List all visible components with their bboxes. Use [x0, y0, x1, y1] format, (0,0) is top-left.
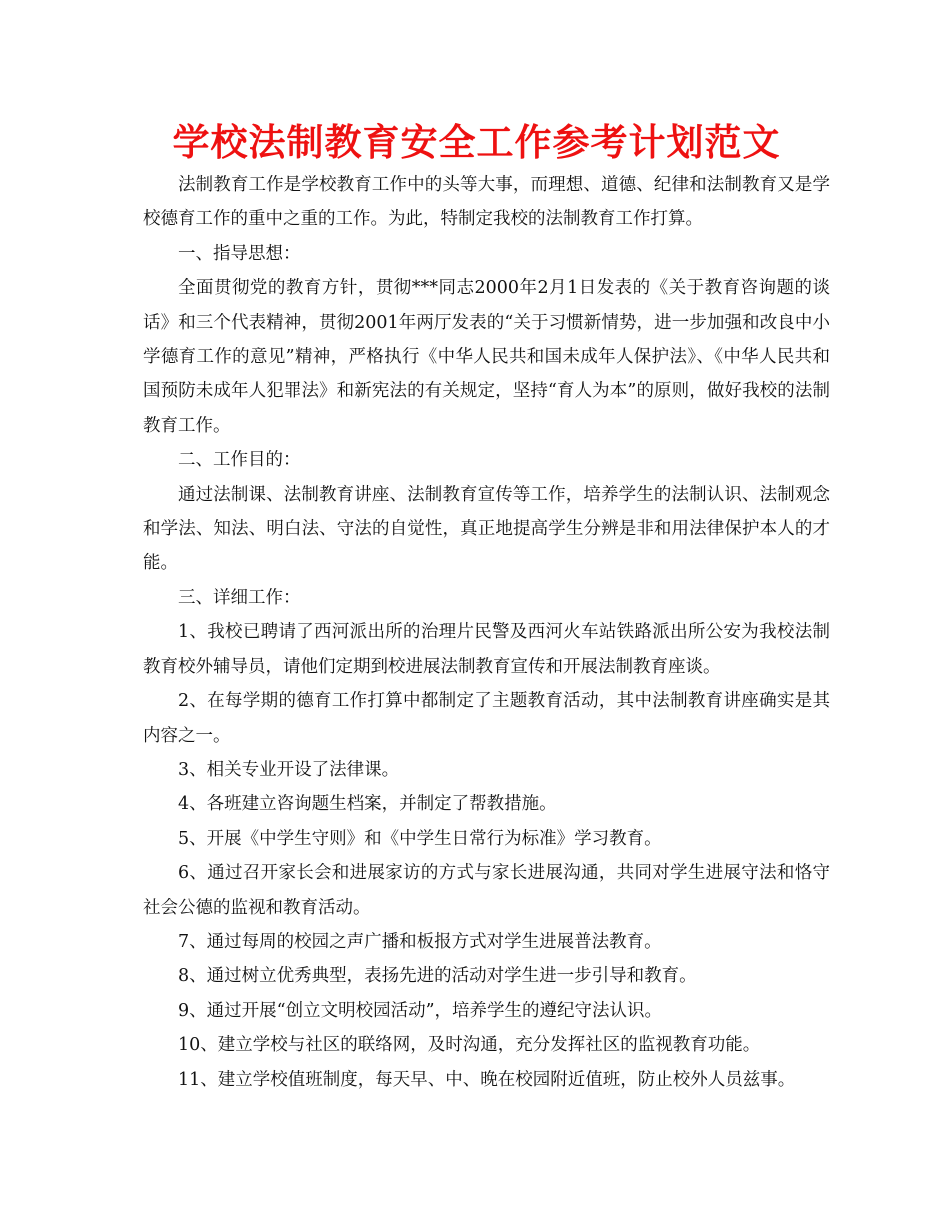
work-goal-paragraph: 通过法制课、法制教育讲座、法制教育宣传等工作，培养学生的法制认识、法制观念和学法、知法、明白法、守法的自觉性，真正地提高学生分辨是非和用法律保护本人的才能。: [143, 484, 830, 574]
work-item: 7、通过每周的校园之声广播和板报方式对学生进展普法教育。: [178, 931, 662, 952]
work-item: 6、通过召开家长会和进展家访的方式与家长进展沟通，共同对学生进展守法和恪守社会公德的监视和教育活动。: [143, 863, 830, 918]
work-item: 11、建立学校值班制度，每天早、中、晚在校园附近值班，防止校外人员兹事。: [178, 1069, 796, 1090]
work-item: 4、各班建立咨询题生档案，并制定了帮教措施。: [178, 794, 557, 815]
document-title: 学校法制教育安全工作参考计划范文: [172, 121, 781, 164]
section-heading-guiding-thought: 一、指导思想：: [178, 243, 301, 264]
document-body: [143, 168, 830, 1097]
work-item: 5、开展《中学生守则》和《中学生日常行为标准》学习教育。: [178, 828, 662, 849]
section-heading-work-goal: 二、工作目的：: [178, 450, 301, 471]
work-item: 2、在每学期的德育工作打算中都制定了主题教育活动，其中法制教育讲座确实是其内容之一。: [143, 691, 830, 746]
intro-paragraph: 法制教育工作是学校教育工作中的头等大事，而理想、道德、纪律和法制教育又是学校德育工作的重中之重的工作。为此，特制定我校的法制教育工作打算。: [143, 175, 830, 230]
work-item: 10、建立学校与社区的联络网，及时沟通，充分发挥社区的监视教育功能。: [178, 1035, 761, 1056]
guiding-thought-paragraph: 全面贯彻党的教育方针，贯彻***同志2000年2月1日发表的《关于教育咨询题的谈话》和三个代表精神，贯彻2001年两厅发表的“关于习惯新情势，进一步加强和改良中小学德育工作的意见”精神，严格执行《中华人民共和国未成年人保护法》、《中华人民共和国预防未成年人犯罪法》和新宪法的有关规定，坚持“育人为本”的原则，做好我校的法制教育工作。: [143, 278, 830, 436]
work-item: 8、通过树立优秀典型，表扬先进的活动对学生进一步引导和教育。: [178, 966, 697, 987]
work-item: 9、通过开展“创立文明校园活动”，培养学生的遵纪守法认识。: [178, 1000, 663, 1021]
work-item: 3、相关专业开设了法律课。: [178, 759, 400, 780]
section-heading-detailed-work: 三、详细工作：: [178, 587, 301, 608]
work-item: 1、我校已聘请了西河派出所的治理片民警及西河火车站铁路派出所公安为我校法制教育校外辅导员，请他们定期到校进展法制教育宣传和开展法制教育座谈。: [143, 622, 830, 677]
